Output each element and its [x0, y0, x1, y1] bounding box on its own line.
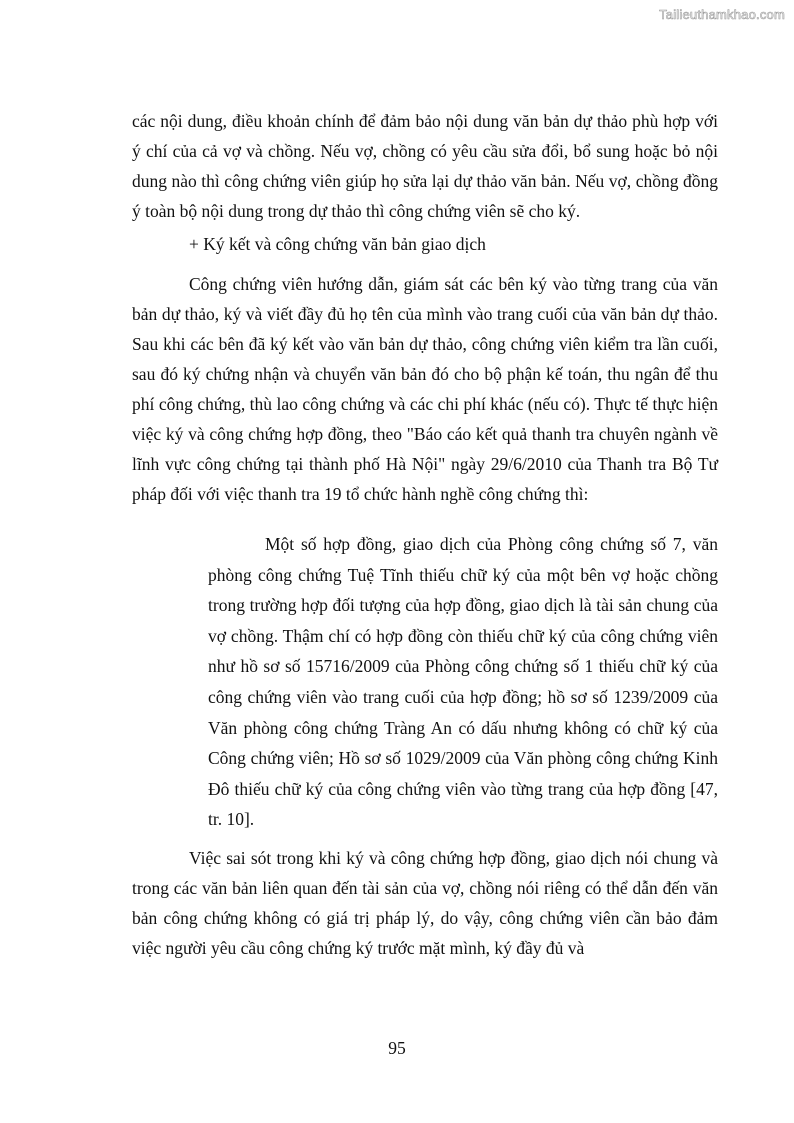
- paragraph-continuation: các nội dung, điều khoản chính để đảm bảo nội dung văn bản dự thảo phù hợp với ý chí của cả vợ và chồng. Nếu vợ, chồng có yêu cầu sửa đổi, bổ sung hoặc bỏ nội dung nào thì công chứng viên giúp họ sửa lại dự thảo văn bản. Nếu vợ, chồng đồng ý toàn bộ nội dung trong dự thảo thì công chứng viên sẽ cho ký.: [132, 111, 718, 221]
- section-subheading: + Ký kết và công chứng văn bản giao dịch: [189, 234, 486, 254]
- block-quote: Một số hợp đồng, giao dịch của Phòng công chứng số 7, văn phòng công chứng Tuệ Tĩnh thiếu chữ ký của một bên vợ hoặc chồng trong trường hợp đối tượng của hợp đồng, giao dịch là tài sản chung của vợ chồng. Thậm chí có hợp đồng còn thiếu chữ ký của công chứng viên như hồ sơ số 15716/2009 của Phòng công chứng số 1 thiếu chữ ký của công chứng viên vào trang cuối của hợp đồng; hồ sơ số 1239/2009 của Văn phòng công chứng Tràng An có dấu nhưng không có chữ ký của Công chứng viên; Hồ sơ số 1029/2009 của Văn phòng công chứng Kinh Đô thiếu chữ ký của công chứng viên vào từng trang của hợp đồng [47, tr. 10].: [208, 534, 718, 830]
- paragraph-errors: Việc sai sót trong khi ký và công chứng hợp đồng, giao dịch nói chung và trong các văn bản liên quan đến tài sản của vợ, chồng nói riêng có thể dẫn đến văn bản công chứng không có giá trị pháp lý, do vậy, công chứng viên cần bảo đảm việc người yêu cầu công chứng ký trước mặt mình, ký đầy đủ và: [132, 847, 718, 958]
- paragraph-signing-procedure: Công chứng viên hướng dẫn, giám sát các bên ký vào từng trang của văn bản dự thảo, ký và viết đầy đủ họ tên của mình vào trang cuối của văn bản dự thảo. Sau khi các bên đã ký kết vào văn bản dự thảo, công chứng viên kiểm tra lần cuối, sau đó ký chứng nhận và chuyển văn bản đó cho bộ phận kế toán, thu ngân để thu phí công chứng, thù lao công chứng và các chi phí khác (nếu có). Thực tế thực hiện việc ký và công chứng hợp đồng, theo "Báo cáo kết quả thanh tra chuyên ngành về lĩnh vực công chứng tại thành phố Hà Nội" ngày 29/6/2010 của Thanh tra Bộ Tư pháp đối với việc thanh tra 19 tổ chức hành nghề công chứng thì:: [132, 274, 718, 504]
- page-number: 95: [388, 1038, 406, 1058]
- document-body: [132, 106, 718, 963]
- watermark: Tailieuthamkhao.com: [659, 7, 785, 22]
